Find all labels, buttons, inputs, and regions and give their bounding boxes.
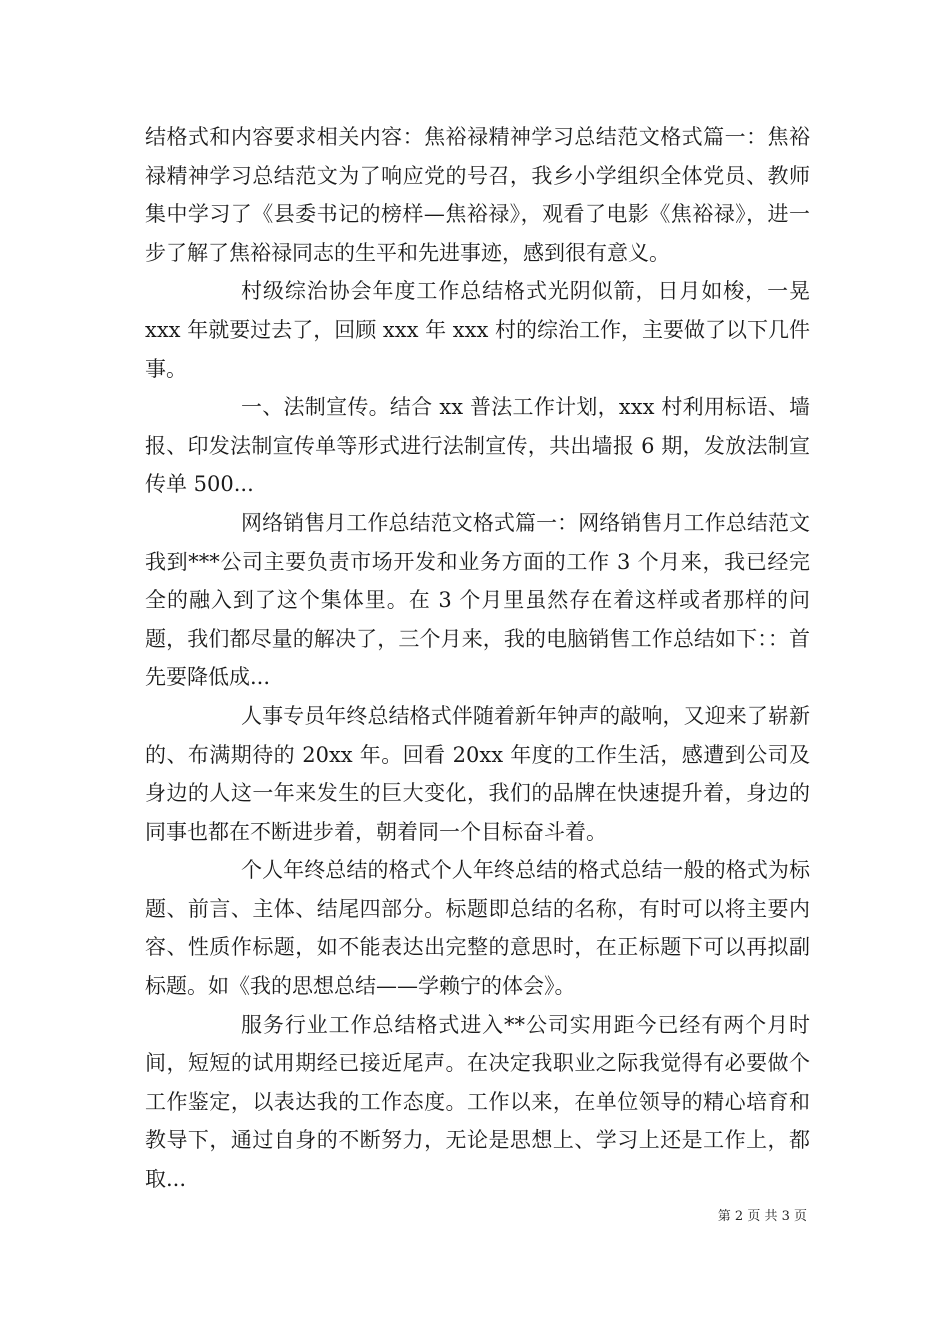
paragraph-7: 服务行业工作总结格式进入**公司实用距今已经有两个月时间，短短的试用期经已接近尾声。在决定我职业之际我觉得有必要做个工作鉴定，以表达我的工作态度。工作以来，在单位领导的精心培育和教导下，通过自身的不断努力，无论是思想上、学习上还是工作上，都取...	[145, 1012, 810, 1192]
page-number-footer: 第 2 页 共 3 页	[717, 1209, 807, 1224]
paragraph-4: 网络销售月工作总结范文格式篇一：网络销售月工作总结范文我到***公司主要负责市场开发和业务方面的工作 3 个月来，我已经完全的融入到了这个集体里。在 3 个月里虽然存在着这样或者那样的问题，我们都尽量的解决了，三个月来，我的电脑销售工作总结如下：：首先要降低成...	[145, 510, 810, 690]
paragraph-1: 结格式和内容要求相关内容：焦裕禄精神学习总结范文格式篇一：焦裕禄精神学习总结范文为了响应党的号召，我乡小学组织全体党员、教师集中学习了《县委书记的榜样—焦裕禄》，观看了电影《焦裕禄》，进一步了解了焦裕禄同志的生平和先进事迹，感到很有意义。	[145, 125, 810, 265]
paragraph-2: 村级综治协会年度工作总结格式光阴似箭，日月如梭，一晃 xxx 年就要过去了，回顾 xxx 年 xxx 村的综治工作，主要做了以下几件事。	[145, 279, 810, 381]
paragraph-3: 一、法制宣传。结合 xx 普法工作计划，xxx 村利用标语、墙报、印发法制宣传单等形式进行法制宣传，共出墙报 6 期，发放法制宣传单 500...	[145, 395, 810, 497]
paragraph-6: 个人年终总结的格式个人年终总结的格式总结一般的格式为标题、前言、主体、结尾四部分。标题即总结的名称，有时可以将主要内容、性质作标题，如不能表达出完整的意思时，在正标题下可以再拟副标题。如《我的思想总结——学赖宁的体会》。	[145, 858, 810, 999]
paragraph-5: 人事专员年终总结格式伴随着新年钟声的敲响，又迎来了崭新的、布满期待的 20xx 年。回看 20xx 年度的工作生活，感遭到公司及身边的人这一年来发生的巨大变化，我们的品牌在快速提升着，身边的同事也都在不断进步着，朝着同一个目标奋斗着。	[145, 703, 810, 844]
document-body	[145, 118, 810, 1199]
